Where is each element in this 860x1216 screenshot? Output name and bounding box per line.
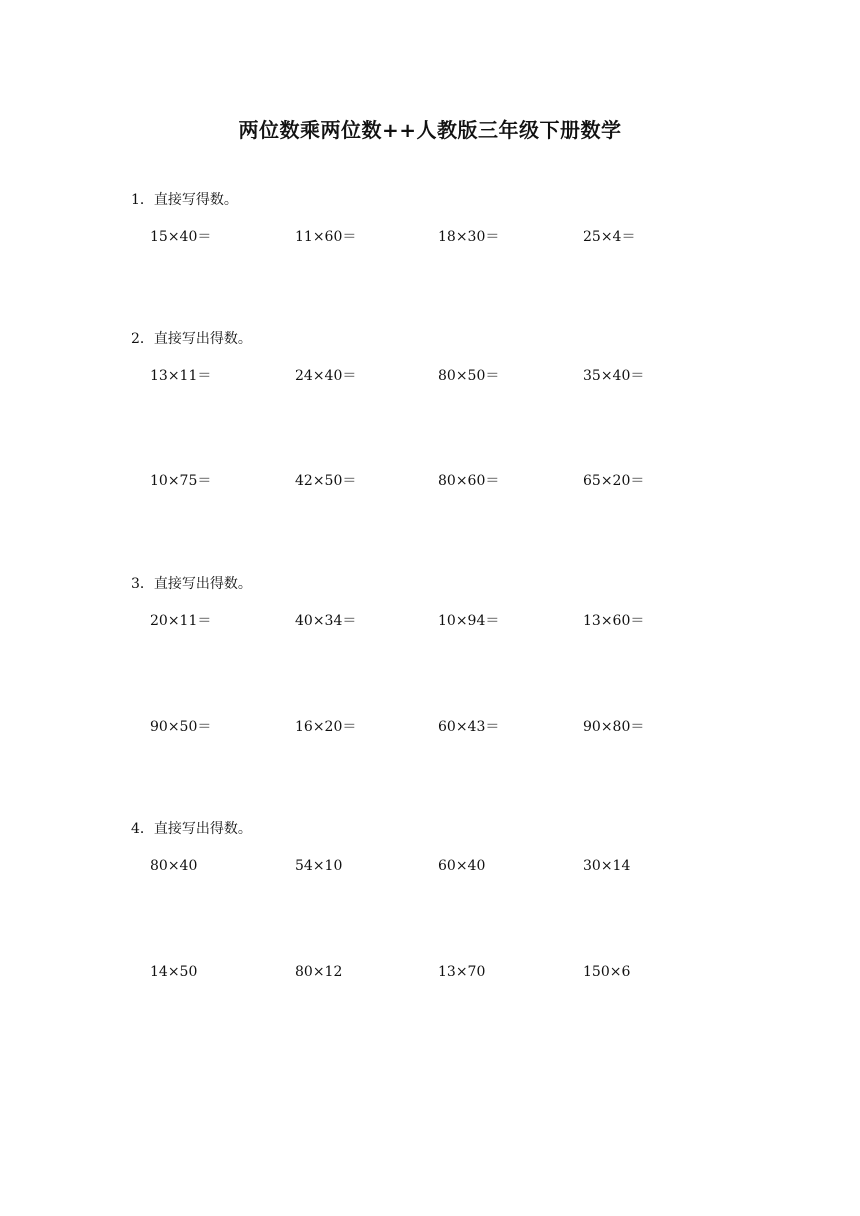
- problem: 10×94＝: [438, 613, 500, 629]
- problem: 90×80＝: [583, 719, 645, 735]
- problem: 65×20＝: [583, 473, 645, 489]
- question-heading: 4．直接写出得数。: [131, 821, 252, 837]
- problem-row: [150, 963, 750, 981]
- problem: 54×10: [295, 858, 343, 874]
- problem: 35×40＝: [583, 368, 645, 384]
- problem: 80×50＝: [438, 368, 500, 384]
- question-4: [131, 820, 771, 980]
- problem-row: [150, 718, 750, 736]
- problem: 80×12: [295, 964, 343, 980]
- problem: 30×14: [583, 858, 631, 874]
- problem-row: [150, 228, 750, 246]
- problem: 25×4＝: [583, 229, 636, 245]
- problem: 13×70: [438, 964, 486, 980]
- problem: 90×50＝: [150, 719, 212, 735]
- question-heading: 3．直接写出得数。: [131, 576, 252, 592]
- question-2: [131, 330, 771, 489]
- problem-row: [150, 857, 750, 875]
- problem: 150×6: [583, 964, 631, 980]
- problem: 40×34＝: [295, 613, 357, 629]
- problem: 14×50: [150, 964, 198, 980]
- problem: 13×60＝: [583, 613, 645, 629]
- problem: 80×40: [150, 858, 198, 874]
- problem: 60×40: [438, 858, 486, 874]
- problem: 80×60＝: [438, 473, 500, 489]
- question-heading: 2．直接写出得数。: [131, 331, 252, 347]
- problem: 15×40＝: [150, 229, 212, 245]
- problem-row: [150, 367, 750, 385]
- page-title: 两位数乘两位数++人教版三年级下册数学: [238, 118, 622, 142]
- problem: 16×20＝: [295, 719, 357, 735]
- problem: 11×60＝: [295, 229, 357, 245]
- question-3: [131, 575, 771, 735]
- question-1: [131, 191, 771, 245]
- problem: 20×11＝: [150, 613, 212, 629]
- problem: 13×11＝: [150, 368, 212, 384]
- problem: 10×75＝: [150, 473, 212, 489]
- problem: 24×40＝: [295, 368, 357, 384]
- problem-row: [150, 472, 750, 490]
- problem-row: [150, 612, 750, 630]
- problem: 42×50＝: [295, 473, 357, 489]
- question-heading: 1．直接写得数。: [131, 192, 238, 208]
- problem: 18×30＝: [438, 229, 500, 245]
- problem: 60×43＝: [438, 719, 500, 735]
